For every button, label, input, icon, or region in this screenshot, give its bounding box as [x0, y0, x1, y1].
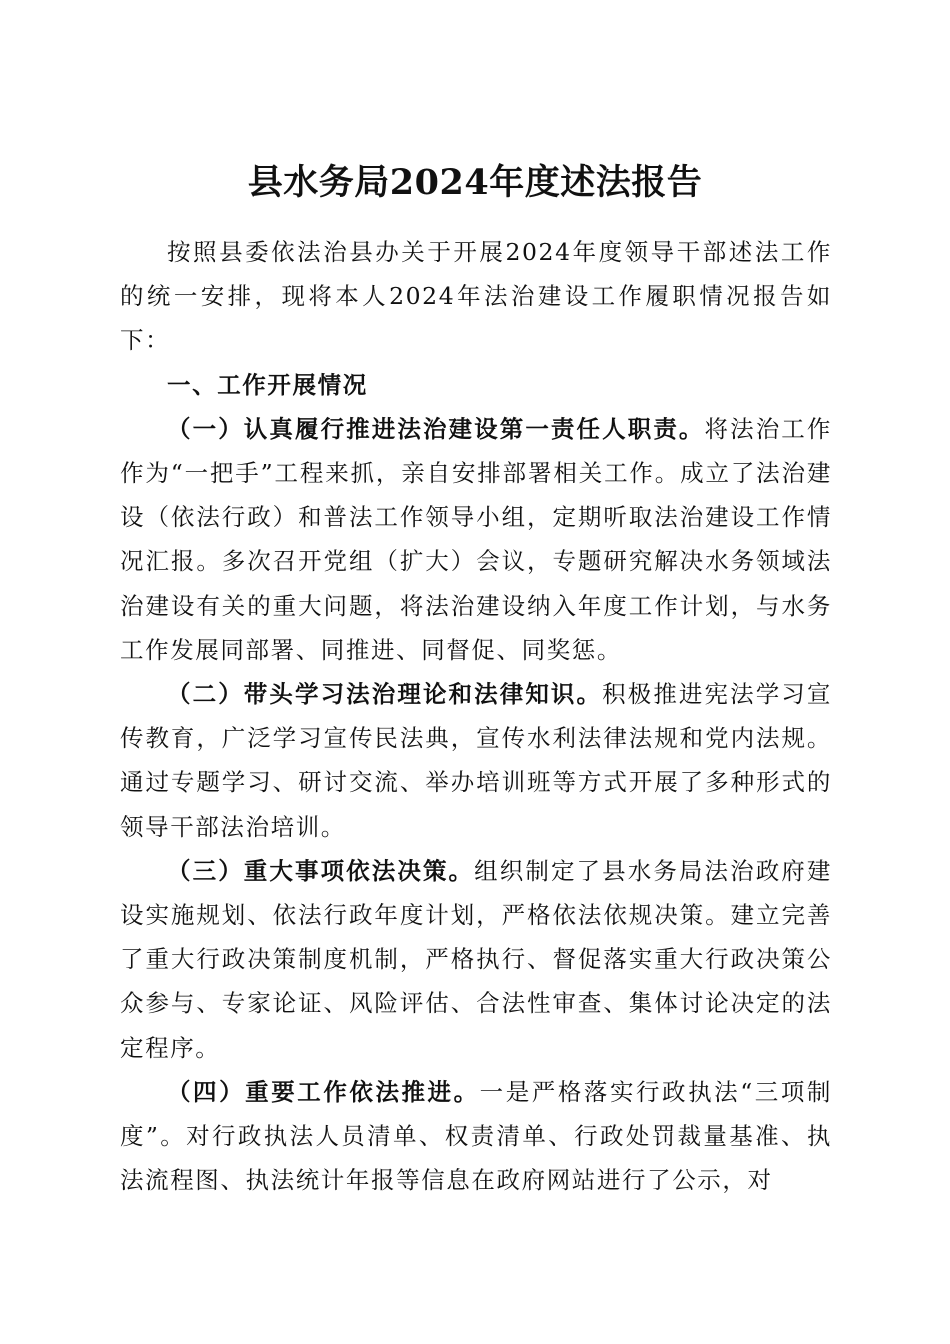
- document-body: [120, 230, 832, 1202]
- item-text-1: 将法治工作作为“一把手”工程来抓，亲自安排部署相关工作。成立了法治建设（依法行政）和普法工作领导小组，定期听取法治建设工作情况汇报。多次召开党组（扩大）会议，专题研究解决水务领域法治建设有关的重大问题，将法治建设纳入年度工作计划，与水务工作发展同部署、同推进、同督促、同奖惩。: [120, 414, 832, 664]
- item-heading-2: （二）带头学习法治理论和法律知识。: [167, 680, 603, 709]
- section-heading: 一、工作开展情况: [167, 370, 368, 399]
- item-paragraph-1: [120, 407, 832, 672]
- item-paragraph-4: [120, 1070, 832, 1203]
- item-text-3: 组织制定了县水务局法治政府建设实施规划、依法行政年度计划，严格依法依规决策。建立完善了重大行政决策制度机制，严格执行、督促落实重大行政决策公众参与、专家论证、风险评估、合法性审查、集体讨论决定的法定程序。: [120, 856, 832, 1062]
- item-heading-1: （一）认真履行推进法治建设第一责任人职责。: [167, 414, 705, 443]
- item-heading-3: （三）重大事项依法决策。: [167, 856, 475, 885]
- intro-paragraph: 按照县委依法治县办关于开展2024年度领导干部述法工作的统一安排，现将本人2024年法治建设工作履职情况报告如下：: [120, 238, 832, 355]
- item-paragraph-3: [120, 849, 832, 1070]
- item-heading-4: （四）重要工作依法推进。: [167, 1077, 480, 1106]
- item-paragraph-2: [120, 672, 832, 849]
- item-text-2: 积极推进宪法学习宣传教育，广泛学习宣传民法典，宣传水利法律法规和党内法规。通过专题学习、研讨交流、举办培训班等方式开展了多种形式的领导干部法治培训。: [120, 680, 832, 841]
- document-title: 县水务局2024年度述法报告: [247, 162, 703, 204]
- item-text-4: 一是严格落实行政执法“三项制度”。对行政执法人员清单、权责清单、行政处罚裁量基准、执法流程图、执法统计年报等信息在政府网站进行了公示，对: [120, 1077, 833, 1195]
